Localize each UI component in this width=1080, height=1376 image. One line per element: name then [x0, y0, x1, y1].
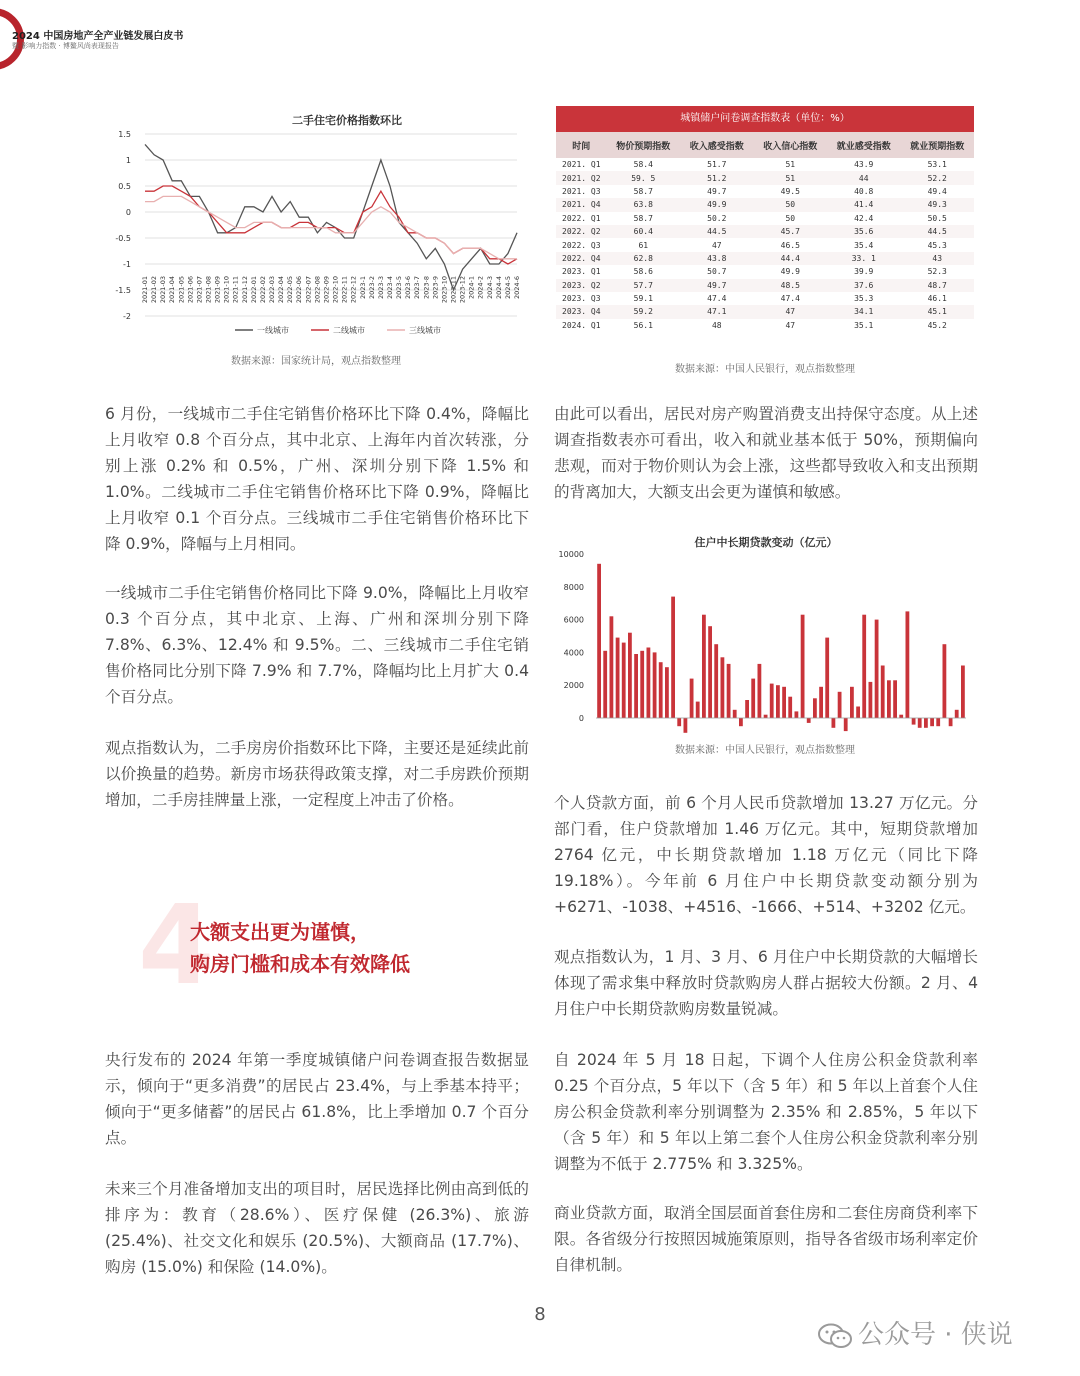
- table-cell: 2021. Q4: [556, 198, 607, 211]
- table-cell: 2023. Q3: [562, 294, 601, 304]
- table-title: 城镇储户问卷调查指数表（单位：%）: [556, 106, 974, 132]
- table-cell: 2022. Q4: [556, 252, 607, 265]
- bar: [727, 664, 731, 718]
- table-cell: 52.2: [900, 171, 974, 184]
- table-cell: 35.3: [854, 294, 874, 304]
- table-row: [556, 225, 974, 238]
- table-cell: 43.9: [854, 160, 874, 170]
- table-cell: 58.7: [633, 213, 653, 223]
- bar: [856, 707, 860, 719]
- bar: [949, 718, 953, 726]
- table-cell: 39.9: [854, 267, 874, 277]
- table-cell: 58.7: [633, 186, 653, 196]
- bar: [739, 718, 743, 726]
- section-title: [190, 916, 410, 980]
- bar: [751, 679, 755, 718]
- survey-table: [556, 132, 974, 332]
- bar: [912, 718, 916, 725]
- table-header-cell: 就业预期指数: [900, 132, 974, 158]
- table-cell: 44: [827, 171, 900, 184]
- table-cell: 2023. Q4: [556, 305, 607, 318]
- wechat-icon: [818, 1323, 852, 1349]
- x-tick-label: 2023-8: [422, 276, 431, 300]
- savings-survey-table: [556, 106, 974, 339]
- table-cell: 50: [754, 198, 827, 211]
- table-cell: 42.4: [854, 213, 874, 223]
- table-cell: 57.7: [607, 279, 680, 292]
- bar: [924, 718, 928, 728]
- table-cell: 63.8: [607, 198, 680, 211]
- legend-label: 三线城市: [409, 326, 441, 335]
- bar: [943, 644, 947, 718]
- y-tick-label: 8000: [563, 582, 584, 592]
- x-tick-label: 2022-10: [331, 276, 340, 304]
- y-tick-label: 0: [125, 208, 131, 217]
- x-tick-label: 2023-4: [385, 276, 394, 300]
- bar: [961, 666, 965, 719]
- bar: [893, 680, 897, 718]
- x-tick-label: 2024-1: [467, 276, 476, 300]
- table-cell: 35.1: [854, 320, 874, 330]
- x-tick-label: 2022-02: [258, 276, 267, 304]
- bar: [616, 638, 620, 718]
- table-cell: 62.8: [607, 252, 680, 265]
- table-row: [556, 305, 974, 318]
- wechat-watermark: [818, 1314, 1013, 1351]
- table-cell: 49.7: [680, 279, 753, 292]
- table-cell: 41.4: [827, 198, 900, 211]
- bar: [622, 643, 626, 718]
- y-tick-label: -2: [123, 312, 131, 321]
- table-cell: 50.2: [707, 213, 727, 223]
- bar: [702, 615, 706, 718]
- table-cell: 45.7: [754, 225, 827, 238]
- x-tick-label: 2022-06: [295, 276, 304, 304]
- price-index-chart: [107, 100, 525, 340]
- table-cell: 2021. Q2: [556, 171, 607, 184]
- table-row: [556, 292, 974, 305]
- table-cell: 53.1: [927, 160, 947, 170]
- x-tick-label: 2024-6: [513, 276, 521, 300]
- bar: [653, 652, 657, 718]
- table-cell: 59. 5: [607, 171, 680, 184]
- chart2-caption: 数据来源：中国人民银行，观点指数整理: [675, 745, 855, 756]
- bar: [850, 687, 854, 718]
- table-cell: 44.5: [680, 225, 753, 238]
- x-tick-label: 2021-06: [186, 276, 195, 304]
- table-row: [556, 171, 974, 184]
- bar: [677, 718, 681, 726]
- table-cell: 47.4: [780, 294, 800, 304]
- section-number: 4: [138, 881, 215, 1009]
- bar: [869, 682, 873, 718]
- table-row: [556, 319, 974, 332]
- chart-title: 住户中长期贷款变动（亿元）: [694, 536, 838, 549]
- bar: [628, 633, 632, 718]
- table-cell: 45.1: [900, 305, 974, 318]
- table-cell: 47.1: [680, 305, 753, 318]
- loan-change-chart-svg: [556, 528, 974, 733]
- table-cell: 52.3: [927, 267, 947, 277]
- y-tick-label: 6000: [563, 615, 584, 625]
- section-title-line-2: 购房门槛和成本有效降低: [190, 952, 410, 976]
- table-row: [556, 238, 974, 251]
- bar: [887, 680, 891, 718]
- bar: [770, 684, 774, 718]
- table-cell: 47: [754, 305, 827, 318]
- table-cell: 49.9: [780, 267, 800, 277]
- bar: [764, 715, 768, 718]
- table-cell: 50.5: [927, 213, 947, 223]
- right-paragraph-4: 自 2024 年 5 月 18 日起，下调个人住房公积金贷款利率 0.25 个百分点，5 年以下（含 5 年）和 5 年以上首套个人住房公积金贷款利率分别调整为 2.35% 和 2.85%，5 年以下（含 5 年）和 5 年以上第二套个人住房公积金贷款利率分别调整为不低于 2.775% 和 3.325%。: [554, 1051, 978, 1173]
- y-tick-label: 1.5: [118, 130, 131, 139]
- x-tick-label: 2022-08: [313, 276, 322, 304]
- table-cell: 43.8: [680, 252, 753, 265]
- bar: [899, 715, 903, 718]
- x-tick-label: 2023-3: [376, 276, 385, 300]
- x-tick-label: 2022-07: [304, 276, 313, 304]
- y-tick-label: 10000: [558, 550, 584, 559]
- bar: [795, 711, 799, 718]
- x-tick-label: 2021-12: [240, 276, 249, 304]
- x-tick-label: 2021-03: [159, 276, 168, 304]
- bar: [659, 662, 663, 718]
- chart1-caption: 数据来源：国家统计局，观点指数整理: [231, 356, 401, 367]
- bar: [813, 698, 817, 718]
- table-cell: 50.7: [707, 267, 727, 277]
- table-cell: 48: [711, 320, 722, 330]
- table-row: [556, 185, 974, 198]
- x-tick-label: 2023-6: [404, 276, 413, 300]
- bar: [597, 564, 601, 718]
- table-cell: 48.5: [754, 279, 827, 292]
- x-tick-label: 2023-2: [367, 276, 376, 300]
- table-cell: 2022. Q1: [562, 213, 601, 223]
- table-header-cell: 时间: [556, 132, 607, 158]
- price-index-chart-svg: [107, 100, 525, 340]
- x-tick-label: 2021-01: [141, 276, 149, 304]
- y-tick-label: -0.5: [115, 234, 131, 243]
- bar: [782, 687, 786, 718]
- x-tick-label: 2023-1: [358, 276, 367, 300]
- x-tick-label: 2023-11: [449, 276, 458, 304]
- table-cell: 44.4: [754, 252, 827, 265]
- table-header-cell: 物价预期指数: [607, 132, 680, 158]
- table-cell: 61: [638, 240, 649, 250]
- x-tick-label: 2022-09: [322, 276, 331, 304]
- x-tick-label: 2022-01: [249, 276, 258, 304]
- chart-title: 二手住宅价格指数环比: [292, 114, 402, 127]
- y-tick-label: 1: [125, 156, 131, 165]
- x-tick-label: 2023-10: [440, 276, 449, 304]
- table-cell: 47: [785, 320, 796, 330]
- table-cell: 35.6: [827, 225, 900, 238]
- bar: [875, 620, 879, 718]
- bar: [930, 718, 934, 726]
- bar: [825, 638, 829, 718]
- x-tick-label: 2023-7: [413, 276, 422, 300]
- bar: [844, 718, 848, 731]
- table-cell: 37.6: [827, 279, 900, 292]
- bar: [838, 692, 842, 718]
- bar: [906, 611, 910, 718]
- x-tick-label: 2022-04: [277, 276, 286, 304]
- y-tick-label: 4000: [563, 648, 584, 658]
- bar: [684, 718, 688, 733]
- right-paragraph-1: 由此可以看出，居民对房产购置消费支出持保守态度。从上述调查指数表亦可看出，收入和就业基本低于 50%，预期偏向悲观，而对于物价则认为会上涨，这些都导致收入和支出预期的背离加大，大额支出会更为谨慎和敏感。: [554, 405, 978, 501]
- left-paragraph-5: 未来三个月准备增加支出的项目时，居民选择比例由高到低的排序为：教育（28.6%）、医疗保健 (26.3%)、旅游 (25.4%)、社交文化和娱乐 (20.5%)、大额商品 (17.7%)、购房 (15.0%) 和保险 (14.0%)。: [105, 1180, 529, 1276]
- table-cell: 47.4: [707, 294, 727, 304]
- table-cell: 56.1: [633, 320, 653, 330]
- table-row: [556, 212, 974, 225]
- table-cell: 2024. Q1: [562, 320, 601, 330]
- bar: [832, 718, 836, 728]
- bar: [610, 616, 614, 718]
- table-cell: 2022. Q2: [556, 225, 607, 238]
- left-paragraph-1: 6 月份，一线城市二手住宅销售价格环比下降 0.4%，降幅比上月收窄 0.8 个百分点，其中北京、上海年内首次转涨，分别上涨 0.2% 和 0.5%，广州、深圳分别下降 1.5% 和 1.0%。二线城市二手住宅销售价格环比下降 0.9%，降幅比上月收窄 0.1 个百分点。三线城市二手住宅销售价格环比下降 0.9%，降幅与上月相同。: [105, 405, 529, 553]
- bar: [708, 626, 712, 718]
- x-tick-label: 2023-12: [458, 276, 467, 304]
- table-cell: 49.9: [680, 198, 753, 211]
- bar: [640, 651, 644, 718]
- table-cell: 2021. Q3: [562, 186, 601, 196]
- bar: [721, 657, 725, 718]
- x-tick-label: 2022-11: [340, 276, 349, 304]
- table-cell: 40.8: [854, 186, 874, 196]
- table-row: [556, 252, 974, 265]
- table-cell: 43: [900, 252, 974, 265]
- x-tick-label: 2023-5: [395, 276, 404, 300]
- section-title-line-1: 大额支出更为谨慎，: [190, 920, 370, 944]
- bar: [862, 615, 866, 718]
- right-paragraph-3: 观点指数认为，1 月、3 月、6 月住户中长期贷款的大幅增长体现了需求集中释放时贷款购房人群占据较大份额。2 月、4 月住户中长期贷款购房数量锐减。: [554, 948, 978, 1018]
- table-cell: 50: [785, 213, 796, 223]
- table-cell: 49.3: [900, 198, 974, 211]
- table-cell: 60.4: [607, 225, 680, 238]
- bar: [801, 615, 805, 718]
- table-cell: 2021. Q1: [562, 160, 601, 170]
- series-line: [145, 144, 517, 290]
- table-cell: 58.6: [633, 267, 653, 277]
- table-cell: 51: [754, 171, 827, 184]
- legend-label: 一线城市: [257, 326, 289, 335]
- x-tick-label: 2022-05: [286, 276, 295, 304]
- bar: [788, 697, 792, 718]
- table-cell: 49.5: [780, 186, 800, 196]
- bar: [955, 710, 959, 718]
- table-cell: 59.1: [633, 294, 653, 304]
- bar: [714, 644, 718, 718]
- bar: [758, 664, 762, 718]
- bar: [918, 718, 922, 728]
- table-cell: 47: [711, 240, 722, 250]
- watermark-text: 公众号 · 侠说: [858, 1320, 1013, 1350]
- x-tick-label: 2021-04: [168, 276, 177, 304]
- bar: [647, 648, 651, 719]
- y-tick-label: 2000: [563, 681, 584, 691]
- x-tick-label: 2022-12: [349, 276, 358, 304]
- bar: [690, 679, 694, 718]
- table-cell: 46.1: [927, 294, 947, 304]
- y-tick-label: 0.5: [118, 182, 131, 191]
- table-cell: 46.5: [780, 240, 800, 250]
- x-tick-label: 2021-02: [150, 276, 159, 304]
- table-cell: 51: [785, 160, 796, 170]
- x-tick-label: 2021-05: [177, 276, 186, 304]
- table-cell: 2023. Q2: [556, 279, 607, 292]
- left-paragraph-4: 央行发布的 2024 年第一季度城镇储户问卷调查报告数据显示，倾向于“更多消费”的居民占 23.4%，与上季基本持平；倾向于“更多储蓄”的居民占 61.8%，比上季增加 0.7 个百分点。: [105, 1051, 529, 1147]
- bar: [634, 654, 638, 718]
- report-subtitle: 暨 影响力指数 · 博鳌风尚表现报告: [12, 42, 119, 50]
- bar: [776, 685, 780, 718]
- right-paragraph-5: 商业贷款方面，取消全国层面首套住房和二套住房商贷利率下限。各省级分行按照因城施策原则，指导各省级市场利率定价自律机制。: [554, 1204, 978, 1274]
- report-title: 2024 中国房地产全产业链发展白皮书: [12, 31, 184, 42]
- table-caption: 数据来源：中国人民银行，观点指数整理: [675, 364, 855, 375]
- x-tick-label: 2024-3: [485, 276, 494, 300]
- bar: [733, 710, 737, 718]
- table-header-cell: 收入感受指数: [680, 132, 753, 158]
- table-row: [556, 198, 974, 211]
- y-tick-label: -1.5: [115, 286, 131, 295]
- bar: [807, 718, 811, 723]
- legend-label: 二线城市: [333, 326, 365, 335]
- table-cell: 45.2: [927, 320, 947, 330]
- table-cell: 59.2: [607, 305, 680, 318]
- table-cell: 2023. Q1: [562, 267, 601, 277]
- x-tick-label: 2021-08: [204, 276, 213, 304]
- bar: [665, 667, 669, 718]
- table-cell: 33. 1: [827, 252, 900, 265]
- table-cell: 51.7: [707, 160, 727, 170]
- table-cell: 44.5: [900, 225, 974, 238]
- table-cell: 49.7: [707, 186, 727, 196]
- bar: [881, 666, 885, 719]
- table-cell: 45.3: [927, 240, 947, 250]
- x-tick-label: 2021-09: [213, 276, 222, 304]
- y-tick-label: -1: [123, 260, 131, 269]
- right-paragraph-2: 个人贷款方面，前 6 个月人民币贷款增加 13.27 万亿元。分部门看，住户贷款增加 1.46 万亿元。其中，短期贷款增加 2764 亿元，中长期贷款增加 1.18 万亿元（同比下降 19.18%）。今年前 6 月住户中长期贷款变动额分别为 +6271、-1038、+4516、-1666、+514、+3202 亿元。: [554, 794, 978, 916]
- loan-change-chart: [556, 528, 974, 733]
- x-tick-label: 2024-5: [503, 276, 512, 300]
- y-tick-label: 0: [578, 714, 584, 723]
- bar: [745, 700, 749, 718]
- table-header-cell: 就业感受指数: [827, 132, 900, 158]
- page-number: 8: [534, 1304, 546, 1325]
- left-paragraph-2: 一线城市二手住宅销售价格同比下降 9.0%，降幅比上月收窄 0.3 个百分点，其中北京、上海、广州和深圳分别下降 7.8%、6.3%、12.4% 和 9.5%。二、三线城市二手住宅销售价格同比分别下降 7.9% 和 7.7%，降幅均比上月扩大 0.4 个百分点。: [105, 584, 529, 706]
- table-cell: 35.4: [854, 240, 874, 250]
- table-cell: 51.2: [680, 171, 753, 184]
- x-tick-label: 2022-03: [268, 276, 277, 304]
- x-tick-label: 2023-9: [431, 276, 440, 300]
- table-cell: 48.7: [900, 279, 974, 292]
- x-tick-label: 2024-4: [494, 276, 503, 300]
- table-cell: 34.1: [827, 305, 900, 318]
- bar: [936, 718, 940, 726]
- table-row: [556, 279, 974, 292]
- table-cell: 2022. Q3: [562, 240, 601, 250]
- bar: [819, 687, 823, 718]
- table-cell: 58.4: [633, 160, 653, 170]
- x-tick-label: 2021-10: [222, 276, 231, 304]
- x-tick-label: 2021-11: [231, 276, 240, 304]
- table-row: [556, 265, 974, 278]
- table-header-cell: 收入信心指数: [754, 132, 827, 158]
- bar: [603, 651, 607, 718]
- bar: [696, 702, 700, 718]
- table-row: [556, 158, 974, 171]
- left-paragraph-3: 观点指数认为，二手房房价指数环比下降，主要还是延续此前以价换量的趋势。新房市场获得政策支撑，对二手房跌价预期增加，二手房挂牌量上涨，一定程度上冲击了价格。: [105, 739, 529, 809]
- x-tick-label: 2024-2: [476, 276, 485, 300]
- x-tick-label: 2021-07: [195, 276, 204, 304]
- table-cell: 49.4: [927, 186, 947, 196]
- bar: [671, 597, 675, 718]
